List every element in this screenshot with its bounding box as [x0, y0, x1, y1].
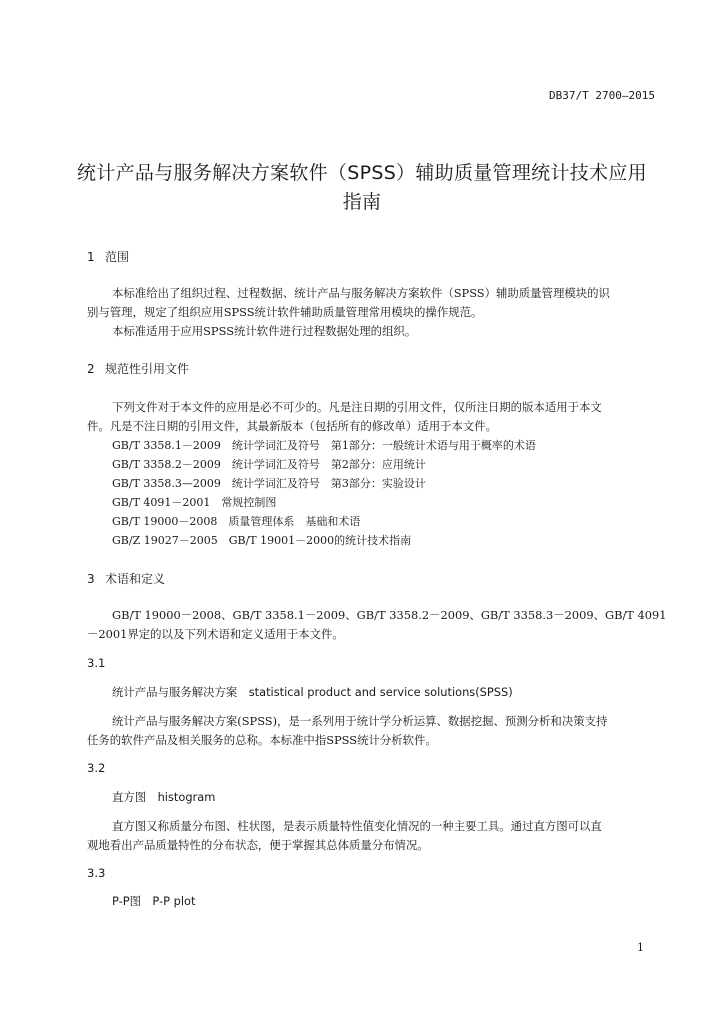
- section-number: 1: [87, 250, 95, 264]
- paragraph-line: 别与管理，规定了组织应用SPSS统计软件辅助质量管理常用模块的操作规范。: [87, 305, 483, 319]
- page-title-line-1: 统计产品与服务解决方案软件（SPSS）辅助质量管理统计技术应用: [77, 162, 647, 184]
- section-title: 术语和定义: [105, 572, 166, 586]
- paragraph-line: 件。凡是不注日期的引用文件，其最新版本（包括所有的修改单）适用于本文件。: [87, 419, 498, 433]
- section-title: 范围: [105, 250, 130, 264]
- term-title: P-P图 P-P plot: [112, 894, 196, 908]
- reference-item: GB/Z 19027－2005 GB/T 19001－2000的统计技术指南: [112, 534, 412, 547]
- page-title-line-2: 指南: [342, 191, 382, 213]
- definition-line: 任务的软件产品及相关服务的总称。本标准中指SPSS统计分析软件。: [87, 733, 437, 747]
- section-2-heading: [87, 360, 189, 377]
- paragraph-line: －2001界定的以及下列术语和定义适用于本文件。: [87, 627, 344, 641]
- paragraph-line: 本标准适用于应用SPSS统计软件进行过程数据处理的组织。: [112, 324, 417, 338]
- reference-item: GB/T 3358.3—2009 统计学词汇及符号 第3部分：实验设计: [112, 477, 426, 490]
- term-number: 3.2: [87, 761, 106, 775]
- term-title: 统计产品与服务解决方案 statistical product and service solutions(SPSS): [112, 685, 513, 699]
- section-number: 3: [87, 572, 95, 586]
- definition-line: 直方图又称质量分布图、柱状图，是表示质量特性值变化情况的一种主要工具。通过直方图可以直: [112, 819, 602, 833]
- section-3-heading: [87, 570, 165, 587]
- section-number: 2: [87, 362, 95, 376]
- reference-item: GB/T 3358.1－2009 统计学词汇及符号 第1部分：一般统计术语与用于概率的术语: [112, 439, 536, 452]
- definition-line: 统计产品与服务解决方案(SPSS)，是一系列用于统计学分析运算、数据挖掘、预测分析和决策支持: [112, 714, 608, 728]
- section-1-heading: [87, 248, 129, 265]
- term-number: 3.3: [87, 866, 106, 880]
- page-number: 1: [637, 941, 644, 954]
- reference-item: GB/T 3358.2－2009 统计学词汇及符号 第2部分：应用统计: [112, 458, 426, 471]
- paragraph-line: GB/T 19000－2008、GB/T 3358.1－2009、GB/T 3358.2－2009、GB/T 3358.3－2009、GB/T 4091: [112, 608, 667, 622]
- paragraph-line: 下列文件对于本文件的应用是必不可少的。凡是注日期的引用文件，仅所注日期的版本适用于本文: [112, 400, 602, 414]
- term-title: 直方图 histogram: [112, 790, 216, 804]
- section-title: 规范性引用文件: [105, 362, 190, 376]
- document-code: DB37/T 2700—2015: [549, 89, 655, 102]
- paragraph-line: 本标准给出了组织过程、过程数据、统计产品与服务解决方案软件（SPSS）辅助质量管理模块的识: [112, 286, 610, 300]
- definition-line: 观地看出产品质量特性的分布状态，便于掌握其总体质量分布情况。: [87, 838, 429, 852]
- reference-item: GB/T 4091－2001 常规控制图: [112, 496, 277, 509]
- term-number: 3.1: [87, 656, 106, 670]
- reference-item: GB/T 19000－2008 质量管理体系 基础和术语: [112, 515, 361, 528]
